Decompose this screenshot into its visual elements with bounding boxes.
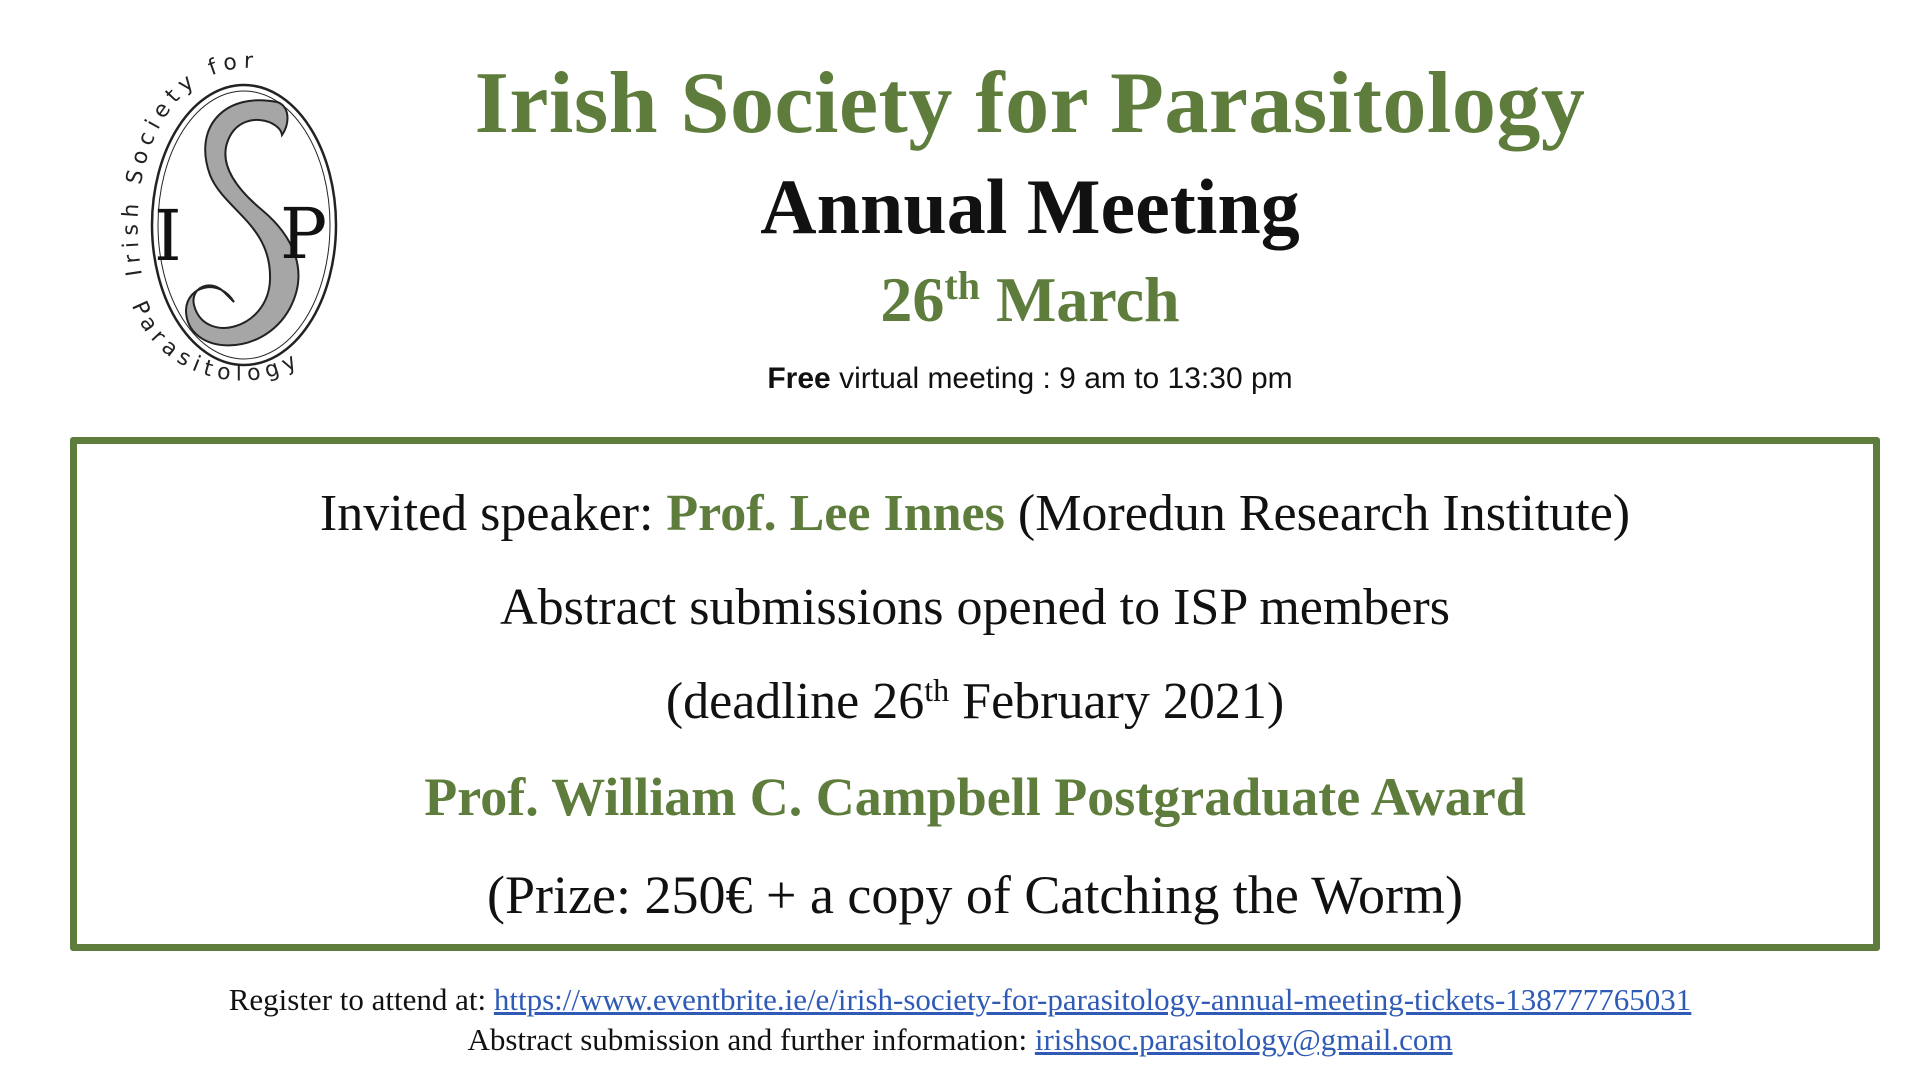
abstract-line: Abstract submissions opened to ISP members — [500, 579, 1450, 636]
register-line — [0, 984, 1920, 1015]
deadline-line — [77, 672, 1873, 730]
logo-letter-p: P — [280, 193, 328, 275]
meeting-time — [360, 364, 1700, 394]
speaker-name: Prof. Lee Innes — [666, 485, 1005, 542]
date-month: March — [995, 264, 1180, 335]
award-title: Prof. William C. Campbell Postgraduate Award — [424, 767, 1526, 827]
meeting-subtitle: Annual Meeting — [760, 163, 1300, 250]
register-label: Register to attend at: — [228, 982, 487, 1017]
speaker-prefix: Invited speaker: — [319, 485, 654, 542]
speaker-affiliation: (Moredun Research Institute) — [1017, 485, 1631, 542]
contact-label: Abstract submission and further information: — [467, 1022, 1028, 1057]
register-link[interactable]: https://www.eventbrite.ie/e/irish-society-for-parasitology-annual-meeting-tickets-138777765031 — [493, 982, 1692, 1017]
contact-line — [0, 1024, 1920, 1055]
isp-logo — [112, 40, 372, 410]
page-title: Irish Society for Parasitology — [474, 55, 1586, 152]
deadline-rest: February 2021) — [962, 673, 1285, 730]
prize-line: (Prize: 250€ + a copy of Catching the Worm) — [487, 865, 1463, 925]
time-details: virtual meeting : 9 am to 13:30 pm — [839, 362, 1293, 395]
logo-letter-i: I — [154, 195, 182, 277]
meeting-date — [360, 263, 1700, 335]
date-day: 26 — [880, 264, 945, 335]
deadline-suffix: th — [924, 672, 950, 708]
contact-email-link[interactable]: irishsoc.parasitology@gmail.com — [1034, 1022, 1453, 1057]
time-free: Free — [767, 362, 831, 395]
date-suffix: th — [944, 263, 980, 308]
logo-ring-text-bottom: Parasitology — [126, 297, 307, 387]
deadline-prefix: (deadline 26 — [665, 673, 925, 730]
speaker-line — [77, 485, 1873, 542]
info-box — [70, 437, 1880, 951]
logo-ring-text-top: Irish Society for — [118, 48, 260, 278]
